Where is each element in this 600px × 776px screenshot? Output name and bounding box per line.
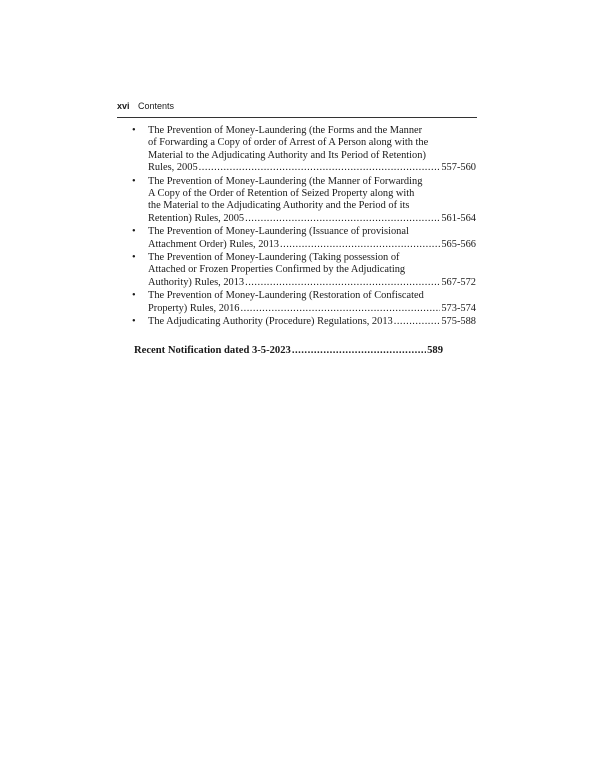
entry-title-line: A Copy of the Order of Retention of Seized Property along with xyxy=(148,188,415,200)
toc-entry[interactable] xyxy=(120,176,476,226)
toc-entry[interactable] xyxy=(120,316,476,328)
recent-notification-label: Recent Notification dated 3-5-2023 xyxy=(134,345,291,356)
entry-page-range: 567-572 xyxy=(441,276,476,288)
entry-page-range: 557-560 xyxy=(441,162,476,174)
contents-list xyxy=(120,125,476,330)
entry-title-line: Attached or Frozen Properties Confirmed by the Adjudicating xyxy=(148,264,406,276)
toc-entry[interactable] xyxy=(120,125,476,175)
dot-leader xyxy=(199,162,441,174)
bullet-icon: • xyxy=(132,125,136,136)
entry-page-range: 573-574 xyxy=(441,302,476,314)
entry-title-line: Retention) Rules, 2005 xyxy=(148,212,245,224)
recent-notification-page: 589 xyxy=(427,345,443,356)
running-header xyxy=(117,101,477,118)
entry-title-line: Authority) Rules, 2013 xyxy=(148,276,245,288)
entry-title-line: Property) Rules, 2016 xyxy=(148,302,240,314)
dot-leader xyxy=(245,277,440,289)
entry-title-line: The Prevention of Money-Laundering (the Forms and the Manner xyxy=(148,125,423,136)
dot-leader xyxy=(292,345,426,356)
entry-title-line: Material to the Adjudicating Authority and Its Period of Retention) xyxy=(148,149,426,161)
section-title: Contents xyxy=(138,101,175,111)
dot-leader xyxy=(280,239,440,251)
entry-title-line: The Adjudicating Authority (Procedure) Regulations, 2013 xyxy=(148,316,393,328)
page-number: xvi xyxy=(117,101,130,111)
bullet-icon: • xyxy=(132,316,136,328)
bullet-icon: • xyxy=(132,175,136,187)
toc-entry[interactable] xyxy=(120,290,476,315)
bullet-icon: • xyxy=(132,226,136,238)
entry-title-line: The Prevention of Money-Laundering (Issuance of provisional xyxy=(148,226,409,238)
bullet-icon: • xyxy=(132,290,136,302)
toc-entry[interactable] xyxy=(120,226,476,251)
entry-title-line: The Prevention of Money-Laundering (the Manner of Forwarding xyxy=(148,175,423,187)
entry-title-line: Attachment Order) Rules, 2013 xyxy=(148,238,280,250)
bullet-icon: • xyxy=(132,252,136,264)
entry-title-line: The Prevention of Money-Laundering (Restoration of Confiscated xyxy=(148,290,424,302)
toc-entry[interactable] xyxy=(120,252,476,289)
entry-page-range: 575-588 xyxy=(441,316,476,328)
entry-page-range: 561-564 xyxy=(441,212,476,224)
entry-title-line: the Material to the Adjudicating Authority and the Period of its xyxy=(148,200,410,212)
entry-title-line: of Forwarding a Copy of order of Arrest of A Person along with the xyxy=(148,137,429,149)
entry-title-line: Rules, 2005 xyxy=(148,162,198,174)
entry-title-line: The Prevention of Money-Laundering (Taking possession of xyxy=(148,252,400,264)
entry-page-range: 565-566 xyxy=(441,238,476,250)
recent-notification-entry[interactable] xyxy=(134,345,443,356)
dot-leader xyxy=(241,303,441,315)
dot-leader xyxy=(394,316,441,328)
dot-leader xyxy=(245,213,440,225)
